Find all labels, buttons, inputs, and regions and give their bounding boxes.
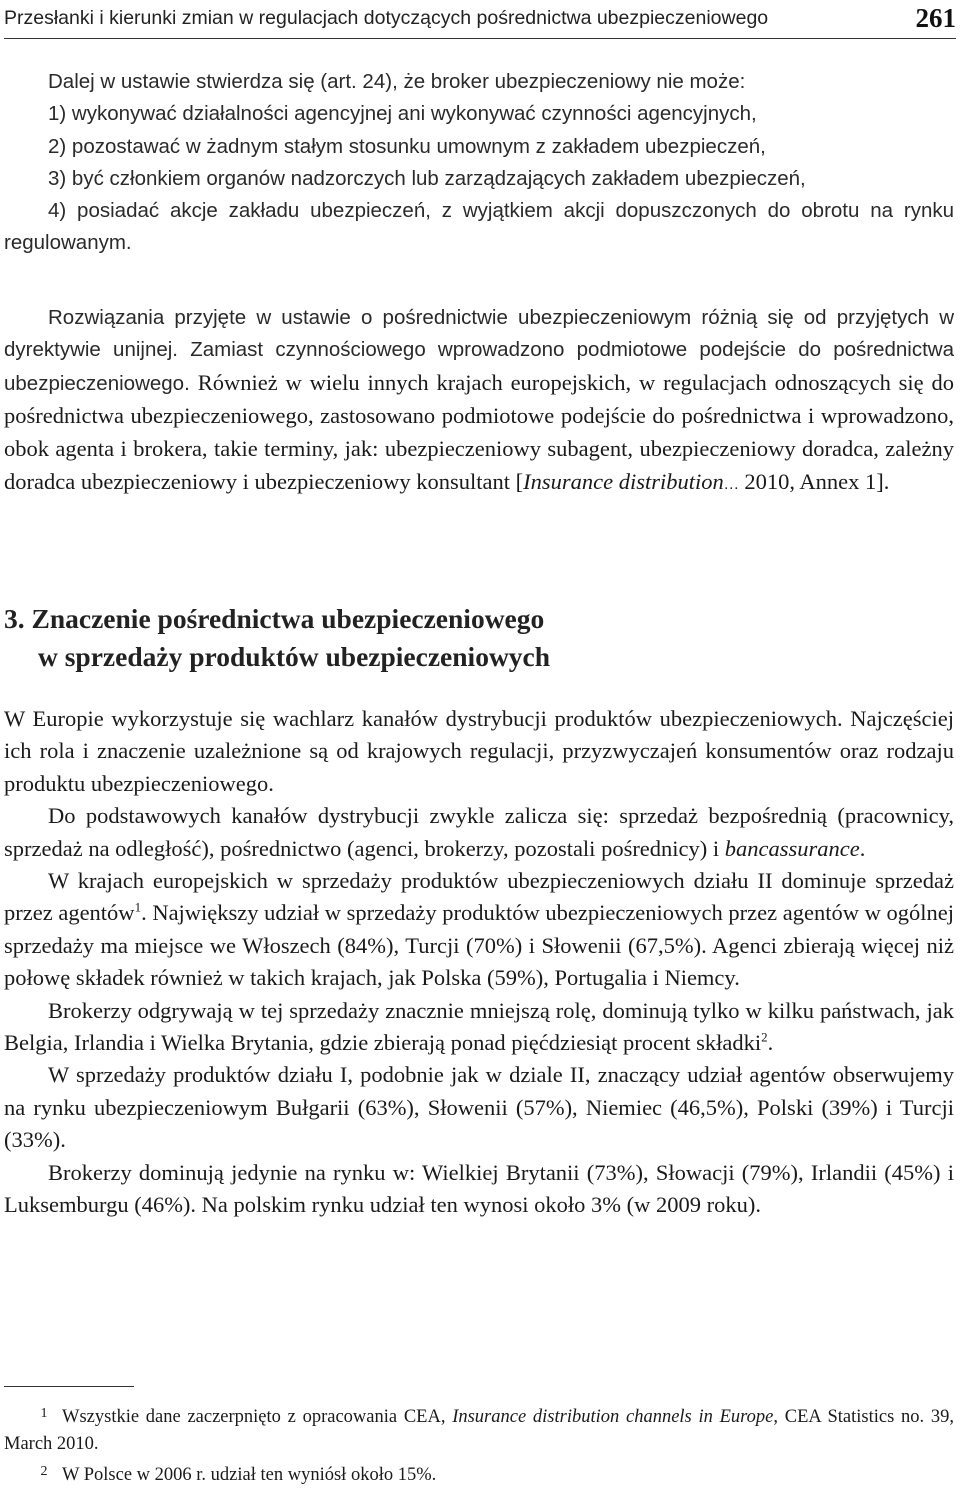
brokers-end: . [767, 1030, 774, 1056]
footnotes [4, 1404, 954, 1493]
paragraph-brokers-dominate: Brokerzy dominują jedynie na rynku w: Wielkiej Brytanii (73%), Słowacji (79%), Irlandii (45%) i Luksemburgu (46%). Na polskim rynku udział ten wynosi około 3% (w 2009 roku). [4, 1159, 954, 1218]
list-item-1: 1) wykonywać działalności agencyjnej ani wykonywać czynności agencyjnych, [48, 102, 757, 126]
list-item-2: 2) pozostawać w żadnym stałym stosunku umownym z zakładem ubezpieczeń, [48, 134, 766, 158]
solutions-text-serif: Również w wielu innych krajach europejskich, w regulacjach odnoszących się do pośrednictwa ubezpieczeniowego, zastosowano podmiotowe podejście do pośrednictwa i wprowadzono, obok agenta i brokera, takie terminy, jak: ubezpieczeniowy subagent, ubezpieczeniowy doradca, zależny doradca ubezpieczeniowy i ubezpieczeniowy konsultant [ [4, 369, 954, 495]
section-title-line-2: w sprzedaży produktów ubezpieczeniowych [38, 641, 551, 672]
footnote-1-tail: , CEA Statistics no. 39, March 2010. [4, 1407, 954, 1454]
paragraph-brokers [4, 995, 954, 1060]
broker-restrictions-list [4, 66, 954, 260]
footnote-1-mark: 1 [40, 1406, 48, 1421]
paragraph-text [4, 302, 954, 502]
list-item-3: 3) być członkiem organów nadzorczych lub zarządzających zakładem ubezpieczeń, [48, 166, 806, 190]
section-heading [4, 600, 550, 676]
solutions-paragraph [4, 302, 954, 502]
footnote-2 [4, 1462, 954, 1489]
footnote-ref-1[interactable]: 1 [134, 899, 142, 915]
brokers-text: Brokerzy odgrywają w tej sprzedaży znacznie mniejszą rolę, dominują tylko w kilku państwach, jak Belgia, Irlandia i Wielka Brytania, gdzie zbierają ponad pięćdziesiąt procent składki [4, 997, 954, 1056]
page-number: 261 [915, 3, 956, 33]
paragraph-division-1: W sprzedaży produktów działu I, podobnie jak w dziale II, znaczący udział agentów obserwujemy na rynku ubezpieczeniowym Bułgarii (63%), Słowenii (57%), Niemiec (46,5%), Polski (39%) i Turcji (33%). [4, 1062, 954, 1153]
footnote-1-text: Wszystkie dane zaczerpnięto z opracowania CEA, [62, 1407, 453, 1427]
paragraph-channels: W Europie wykorzystuje się wachlarz kanałów dystrybucji produktów ubezpieczeniowych. Najczęściej ich rola i znaczenie uzależnione są od krajowych regulacji, przyzwyczajeń konsumentów oraz rodzaju produktu ubezpieczeniowego. [4, 706, 954, 796]
footnote-divider [4, 1386, 134, 1387]
section-title-line-1: Znaczenie pośrednictwa ubezpieczeniowego [31, 603, 545, 634]
footnote-1 [4, 1404, 954, 1458]
agents-text-a: W krajach europejskich w sprzedaży produktów ubezpieczeniowych działu II dominuje sprzedaż przez agentów [4, 868, 954, 926]
list-item-4: 4) posiadać akcje zakładu ubezpieczeń, z wyjątkiem akcji dopuszczonych do obrotu na rynku regulowanym. [4, 199, 954, 255]
footnote-2-text: W Polsce w 2006 r. udział ten wyniósł około 15%. [62, 1465, 437, 1485]
bancassurance-term: bancassurance [724, 835, 860, 861]
footnote-ref-2[interactable]: 2 [761, 1029, 768, 1045]
paragraph-agents-division-2 [4, 865, 954, 995]
footnote-2-mark: 2 [40, 1464, 48, 1479]
basic-channels-end: . [859, 835, 866, 861]
solutions-text: Rozwiązania przyjęte w ustawie o pośrednictwie ubezpieczeniowym różnią się od przyjętych w dyrektywie unijnej. Zamiast czynnościowego wprowadzono podmiotowe podejście do pośrednictwa ubezpieczeniowego. [4, 306, 954, 395]
agents-text-b: . Największy udział w sprzedaży produktów ubezpieczeniowych przez agentów w ogólnej sprzedaży ma miejsce we Włoszech (84%), Turcji (70%) i Słowenii (67,5%). Agenci zbierają więcej niż połowę składek również w takich krajach, jak Polska (59%), Portugalia i Niemcy. [4, 900, 954, 991]
body-text [4, 703, 954, 1222]
basic-channels-text: Do podstawowych kanałów dystrybucji zwykle zalicza się: sprzedaż bezpośrednią (pracownicy, sprzedaż na odległość), pośrednictwo (agenci, brokerzy, pozostali pośrednicy) i [4, 803, 954, 861]
list-intro: Dalej w ustawie stwierdza się (art. 24), że broker ubezpieczeniowy nie może: [48, 70, 746, 93]
section-heading-line-1 [4, 600, 550, 638]
footnote-1-source-title: Insurance distribution channels in Europe [452, 1407, 774, 1427]
running-header [4, 4, 956, 39]
paragraph-basic-channels [4, 800, 954, 865]
citation-title: Insurance distribution [523, 469, 724, 495]
citation-tail: 2010, Annex 1]. [738, 469, 890, 495]
running-title: Przesłanki i kierunki zmian w regulacjach dotyczących pośrednictwa ubezpieczeniowego [4, 7, 769, 29]
citation-ellipsis: … [723, 477, 739, 494]
section-number: 3. [4, 603, 25, 634]
